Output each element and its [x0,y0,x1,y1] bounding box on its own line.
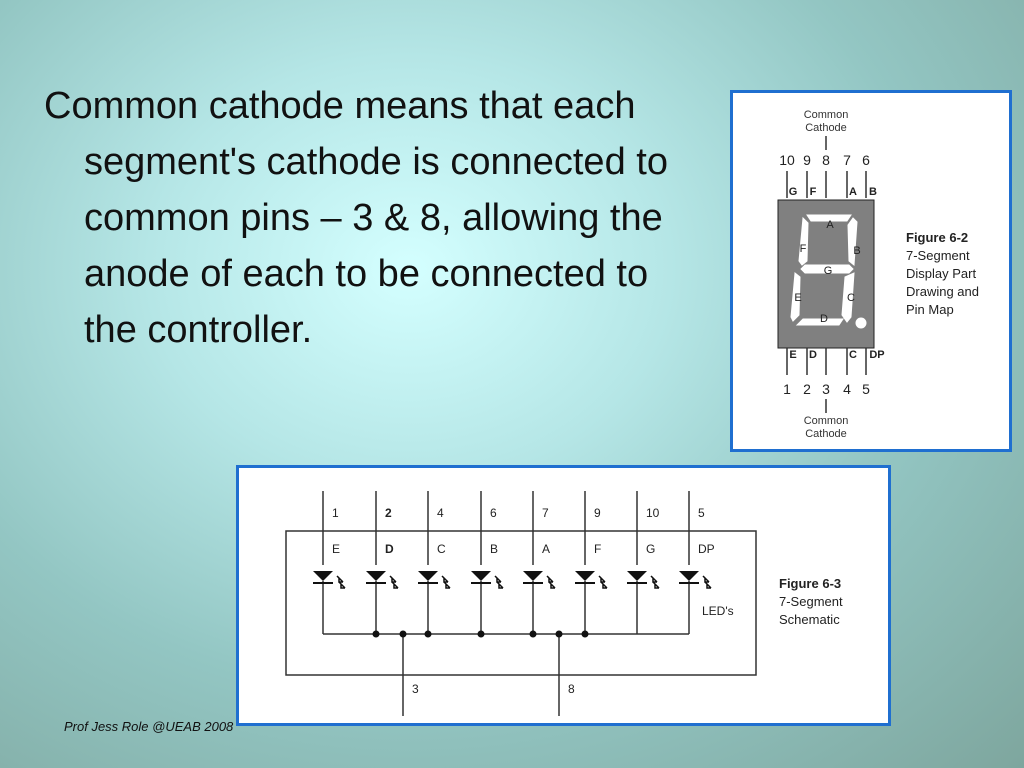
figure-6-3-caption-1: 7-Segment [779,594,843,609]
led-emission-g [651,576,659,588]
figure-6-2-title: Figure 6-2 [906,230,969,245]
figure-6-2-caption-2: Display Part [906,266,977,281]
led-emission-b [495,576,503,588]
led-emission-dp [703,576,711,588]
led-diode-c [418,571,438,581]
bottom-letter-d: D [809,349,817,361]
segment-label-c: C [847,292,855,304]
schematic-segment-a: A [542,542,551,556]
top-letter-b: B [869,186,877,198]
segment-label-e: E [794,292,802,304]
common-cathode-top-line1: Common [803,109,849,121]
figure-6-2-caption-4: Pin Map [906,302,954,317]
schematic-pin-9: 9 [594,506,601,520]
common-cathode-bottom-line2: Cathode [805,428,847,440]
schematic-segment-c: C [437,542,446,556]
pinmap-drawing [733,93,1009,449]
junction-dot [582,631,589,638]
led-emission-e [337,576,345,588]
bottom-letter-e: E [789,349,797,361]
schematic-drawing [239,468,888,723]
segment-label-d: D [820,313,828,325]
junction-dot [478,631,485,638]
schematic-segment-b: B [490,542,499,556]
bullet-text: Common cathode means that each segment's cathode is connected to common pins – 3 & 8, allowing the anode of each to be connected to the controller. [44,85,668,351]
pinmap-figure [730,90,1012,452]
led-diode-e [313,571,333,581]
led-diode-dp [679,571,699,581]
led-emission-a [547,576,555,588]
segment-label-f: F [799,243,807,255]
junction-dot [425,631,432,638]
common-pin-8: 8 [568,682,575,696]
common-cathode-top-line2: Cathode [805,122,847,134]
schematic-pin-5: 5 [698,506,705,520]
junction-dot [400,631,407,638]
schematic-pin-7: 7 [542,506,549,520]
leds-label: LED's [702,604,734,618]
junction-dot [373,631,380,638]
led-diode-f [575,571,595,581]
top-pin-9: 9 [803,152,811,168]
top-letter-f: F [809,186,817,198]
top-letter-g: G [788,186,798,198]
led-diode-a [523,571,543,581]
schematic-segment-e: E [332,542,341,556]
bottom-pin-4: 4 [843,381,851,397]
top-pin-6: 6 [862,152,870,168]
schematic-pin-4: 4 [437,506,444,520]
led-emission-c [442,576,450,588]
schematic-pin-1: 1 [332,506,339,520]
led-emission-d [390,576,398,588]
schematic-pin-6: 6 [490,506,497,520]
segment-label-b: B [853,245,861,257]
junction-dot [556,631,563,638]
bottom-pin-1: 1 [783,381,791,397]
figure-6-3-caption-2: Schematic [779,612,840,627]
schematic-pin-2: 2 [385,506,392,520]
bottom-letter-dp: DP [869,349,885,361]
bottom-letter-c: C [849,349,857,361]
segment-label-g: G [823,265,833,277]
top-pin-8: 8 [822,152,830,168]
led-emission-f [599,576,607,588]
top-pin-7: 7 [843,152,851,168]
schematic-pin-10: 10 [646,506,660,520]
bottom-pin-3: 3 [822,381,830,397]
bottom-pin-5: 5 [862,381,870,397]
top-pin-10: 10 [779,152,795,168]
schematic-segment-d: D [385,542,394,556]
top-letter-a: A [849,186,857,198]
junction-dot [530,631,537,638]
figure-6-3-title: Figure 6-3 [779,576,842,591]
schematic-figure [236,465,891,726]
segment-label-a: A [826,219,834,231]
figure-6-2-caption-1: 7-Segment [906,248,970,263]
led-diode-g [627,571,647,581]
schematic-segment-g: G [646,542,656,556]
common-pin-3: 3 [412,682,419,696]
footer-credit: Prof Jess Role @UEAB 2008 [64,719,234,734]
schematic-segment-dp: DP [698,542,715,556]
led-diode-d [366,571,386,581]
common-cathode-bottom-line1: Common [803,415,849,427]
led-diode-b [471,571,491,581]
figure-6-2-caption-3: Drawing and [906,284,979,299]
schematic-segment-f: F [594,542,602,556]
decimal-point-shape [856,318,866,328]
schematic-frame [286,531,756,675]
bottom-pin-2: 2 [803,381,811,397]
